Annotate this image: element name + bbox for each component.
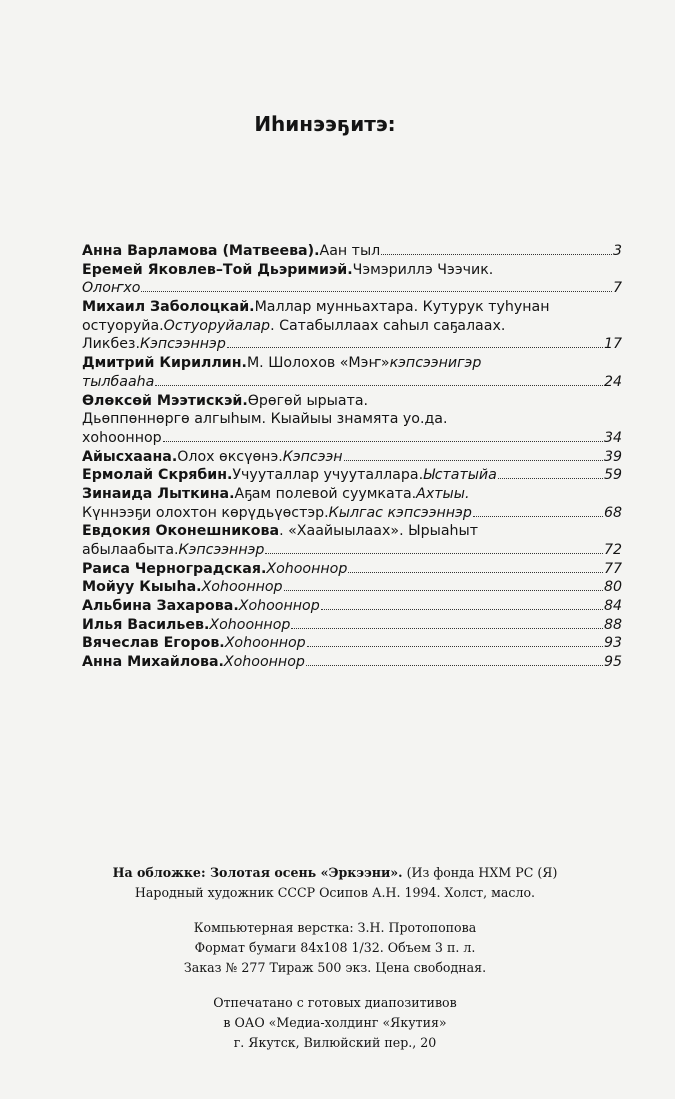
toc-genre: Кылгас кэпсээннэр — [328, 504, 472, 521]
toc-page-number: 17 — [603, 336, 622, 353]
toc-genre: тылбааһа — [82, 373, 155, 390]
toc-author: Анна Михайлова. — [82, 654, 224, 671]
toc-line — [82, 429, 622, 448]
toc-page-number: 59 — [603, 467, 622, 484]
toc-line — [82, 522, 622, 541]
toc-page-number: 39 — [603, 448, 622, 465]
toc-title: . Сатабыллаах саһыл саҕалаах. — [270, 317, 506, 334]
toc-genre: Кэпсээн — [282, 448, 343, 465]
toc-line — [82, 242, 622, 261]
toc-line — [82, 392, 622, 411]
order-info: Заказ № 277 Тираж 500 экз. Цена свободная. — [183, 960, 487, 975]
toc-author: Альбина Захарова. — [82, 598, 239, 615]
toc-author: Анна Варламова (Матвеева). — [82, 243, 320, 259]
toc-title: Аҕам полевой суумката. — [234, 485, 417, 502]
toc-page-number: 7 — [612, 280, 622, 297]
toc-title: Чэмэриллэ Чээчик. — [352, 261, 494, 278]
toc-genre: Хоһооннор — [209, 616, 291, 633]
toc-title: Өрөгөй ырыата. — [247, 392, 369, 409]
dot-leader — [307, 646, 603, 647]
toc-author: Илья Васильев. — [82, 616, 210, 633]
toc-line — [82, 466, 622, 485]
toc-author: Еремей Яковлев–Той Дьэримиэй. — [82, 261, 353, 278]
cover-artist: Народный художник СССР Осипов А.Н. 1994. Холст, масло. — [134, 885, 536, 900]
toc-title: абылаабыта. — [82, 542, 179, 558]
toc-title: Дьөппөннөргө алгыһым. Кыайыы знамята уо.да. — [82, 411, 448, 428]
cover-label: На обложке: Золотая осень «Эркээни». — [112, 865, 403, 880]
toc-line — [82, 261, 622, 280]
toc-line — [82, 597, 622, 616]
dot-leader — [306, 665, 603, 666]
paper-format: Формат бумаги 84х108 1/32. Объем 3 п. л. — [194, 940, 476, 955]
toc-author: Мойуу Кыыһа. — [82, 579, 202, 596]
toc-genre: Хоһооннор — [238, 598, 320, 615]
dot-leader — [265, 553, 603, 554]
toc-line — [82, 616, 622, 635]
toc-genre: Кэпсээннэр — [178, 542, 265, 558]
page-title: Иһинээҕитэ: — [254, 112, 396, 136]
dot-leader — [141, 291, 612, 292]
toc-page-number: 88 — [603, 616, 622, 633]
printer-info — [0, 993, 670, 1053]
toc-title: Олох өксүөнэ. — [177, 448, 283, 465]
dot-leader — [284, 590, 603, 591]
toc-title: хоһооннор — [82, 429, 162, 446]
toc-genre: кэпсээнигэр — [389, 355, 482, 372]
toc-genre: Остуоруйалар — [163, 317, 271, 334]
toc-line — [82, 448, 622, 467]
toc-page-number: 34 — [603, 429, 622, 446]
toc-author: Өлөксөй Мээтискэй. — [82, 392, 248, 409]
toc-page-number: 24 — [603, 373, 622, 390]
dot-leader — [348, 572, 603, 573]
dot-leader — [321, 609, 603, 610]
toc-author: Михаил Заболоцкай. — [82, 299, 255, 316]
toc-title: М. Шолохов «Мэҥ» — [246, 355, 390, 372]
toc-page-number: 95 — [603, 654, 622, 671]
toc-title: Учууталлар учууталлара. — [232, 467, 424, 484]
toc-line — [82, 354, 622, 373]
toc-title: Маллар мунньахтара. Кутурук туһунан — [254, 299, 550, 316]
toc-line — [82, 560, 622, 579]
dot-leader — [155, 385, 603, 386]
toc-title: Аан тыл — [319, 243, 381, 259]
toc-line — [82, 485, 622, 504]
toc-title: остуоруйа. — [82, 317, 164, 334]
dot-leader — [381, 254, 612, 255]
toc-genre: Ахтыы. — [416, 485, 470, 502]
table-of-contents — [82, 242, 622, 672]
dot-leader — [163, 441, 603, 442]
toc-line — [82, 279, 622, 298]
toc-genre: Хоһооннор — [224, 635, 306, 652]
toc-line — [82, 373, 622, 392]
toc-genre: Хоһооннор — [223, 654, 305, 671]
toc-page-number: 77 — [603, 560, 622, 577]
toc-page-number: 84 — [603, 598, 622, 615]
toc-genre: Хоһооннор — [201, 579, 283, 596]
toc-line — [82, 653, 622, 672]
dot-leader — [473, 516, 603, 517]
toc-line — [82, 317, 622, 336]
dot-leader — [291, 628, 603, 629]
toc-line — [82, 504, 622, 523]
toc-author: Вячеслав Егоров. — [82, 635, 225, 652]
toc-author: Зинаида Лыткина. — [82, 485, 235, 502]
toc-page-number: 80 — [603, 579, 622, 596]
printer-name: в ОАО «Медиа-холдинг «Якутия» — [223, 1015, 447, 1030]
toc-line — [82, 298, 622, 317]
toc-page-number: 3 — [612, 243, 622, 259]
toc-page-number: 72 — [603, 542, 622, 558]
dot-leader — [498, 478, 603, 479]
printed-note: Отпечатано с готовых диапозитивов — [213, 995, 457, 1010]
cover-source: (Из фонда НХМ РС (Я) — [402, 865, 558, 880]
toc-line — [82, 410, 622, 429]
toc-genre: Кэпсээннэр — [140, 336, 226, 353]
toc-author: Евдокия Оконешникова — [82, 523, 280, 540]
toc-line — [82, 541, 622, 560]
dot-leader — [344, 460, 603, 461]
toc-line — [82, 634, 622, 653]
toc-page-number: 93 — [603, 635, 622, 652]
toc-author: Айысхаана. — [82, 448, 178, 465]
toc-line — [82, 578, 622, 597]
toc-page-number: 68 — [603, 504, 622, 521]
toc-author: Раиса Черноградская. — [82, 560, 267, 577]
toc-line — [82, 335, 622, 354]
toc-genre: Ыстатыйа — [423, 467, 497, 484]
toc-genre: Олоҥхо — [82, 280, 141, 297]
layout-credit: Компьютерная верстка: З.Н. Протопопова — [193, 920, 477, 935]
printer-address: г. Якутск, Вилюйский пер., 20 — [233, 1035, 437, 1050]
toc-title: Ликбез. — [82, 336, 140, 353]
toc-author: Дмитрий Кириллин. — [82, 355, 247, 372]
toc-author: Ермолай Скрябин. — [82, 467, 233, 484]
imprint — [0, 918, 670, 978]
toc-genre: Хоһооннор — [266, 560, 348, 577]
toc-title: Күннээҕи олохтон көрүдьүөстэр. — [82, 504, 329, 521]
cover-credit — [0, 863, 670, 903]
toc-title: . «Хаайыылаах». Ырыаһыт — [279, 523, 478, 540]
dot-leader — [227, 347, 603, 348]
